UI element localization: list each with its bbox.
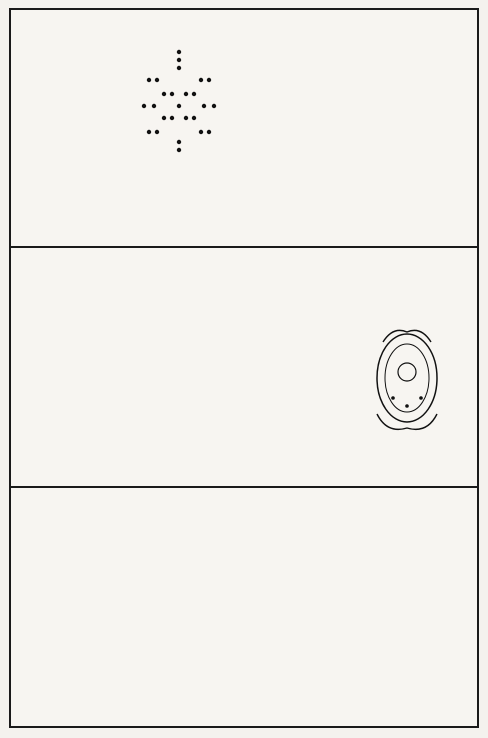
bottom-text-block — [17, 496, 471, 722]
bottom-panel — [11, 488, 477, 726]
middle-panel — [11, 248, 477, 486]
top-left-text-block — [17, 160, 117, 242]
top-panel — [11, 10, 477, 246]
golden-elixir-lotus-diagram — [363, 302, 451, 452]
dayan-number-diagram — [129, 34, 229, 164]
top-right-text-block — [239, 16, 471, 242]
middle-text-block — [17, 256, 347, 480]
